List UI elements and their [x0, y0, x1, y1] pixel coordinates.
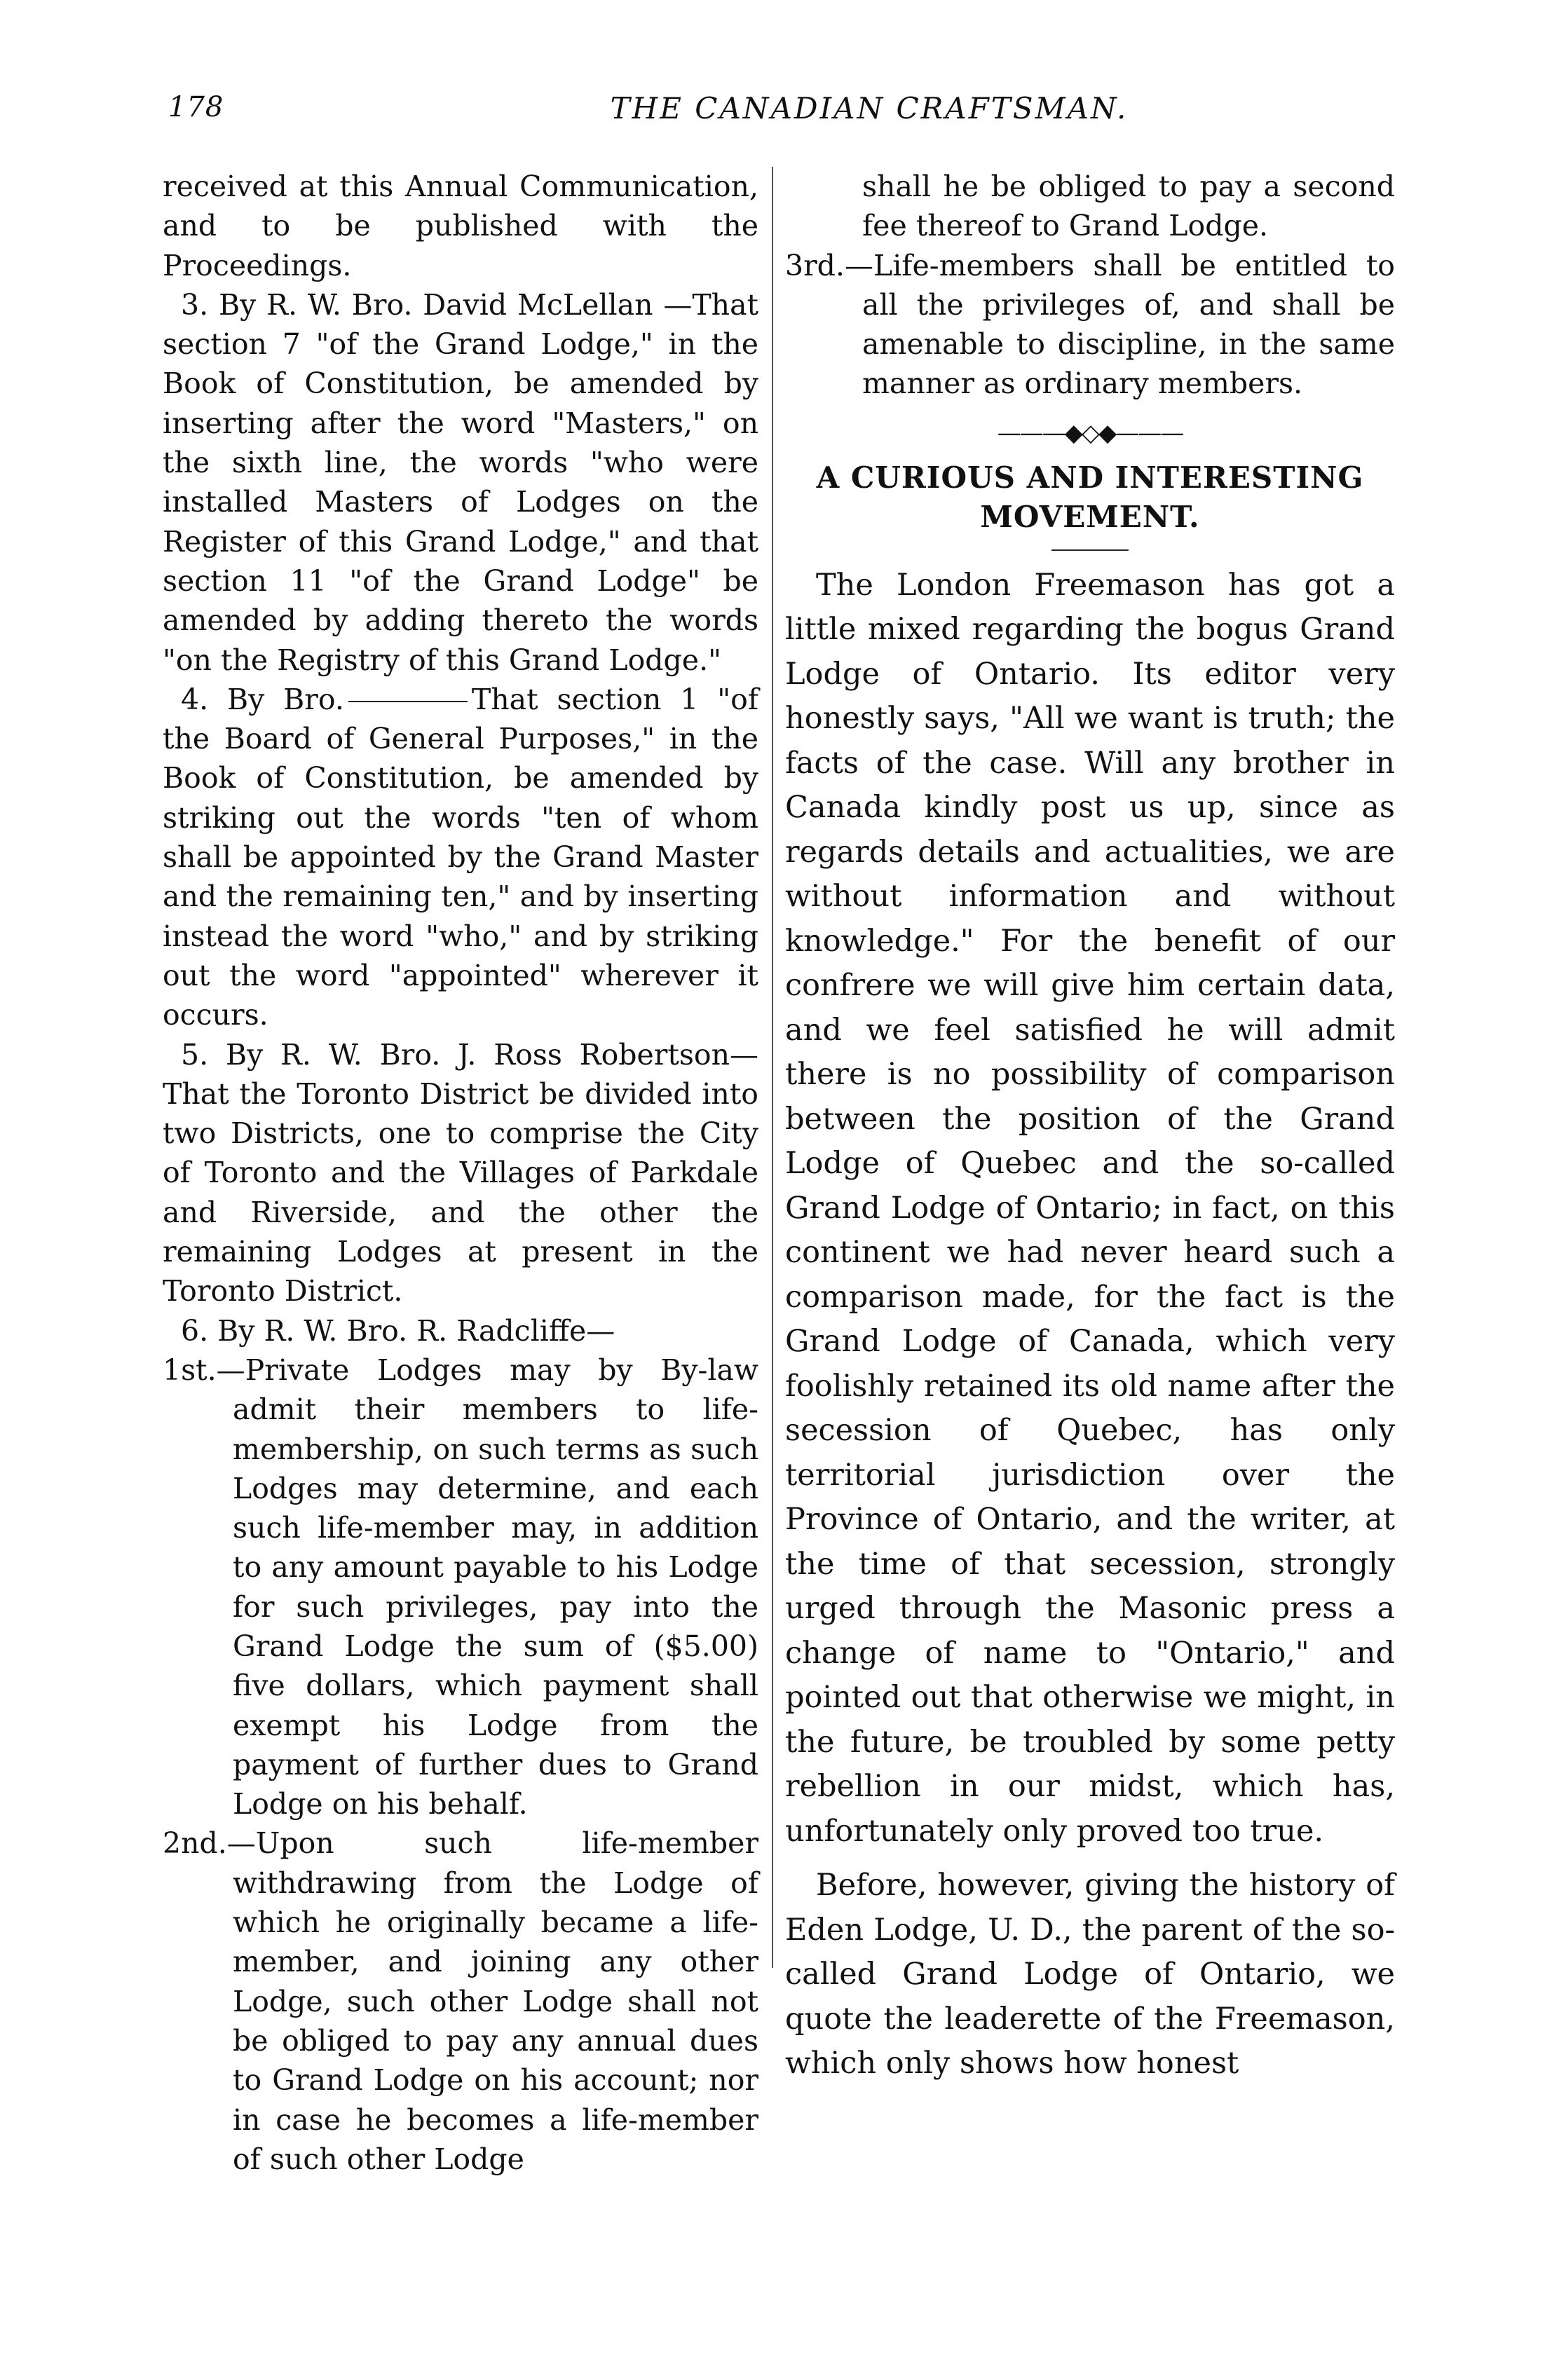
left-column [163, 167, 758, 2179]
intro-paragraph: received at this Annual Communication, and to be published with the Proceedings. [163, 170, 758, 282]
motion-4-text: That section 1 "of the Board of General Purposes," in the Book of Constitution, be amended by striking out the words "ten of whom shall be appointed by the Grand Master and the remaining ten," and by inserting instead the word "who," and by striking out the word "appointed" wherever it occurs. [163, 682, 758, 1032]
column-divider [772, 167, 773, 1968]
running-title: THE CANADIAN CRAFTSMAN. [610, 91, 1129, 125]
clause-first: 1st.—Private Lodges may by By-law admit their members to life-membership, on such terms as such Lodges may determine, and each such life-member may, in addition to any amount payable to his Lodge for such privileges, pay into the Grand Lodge the sum of ($5.00) five dollars, which payment shall exempt his Lodge from the payment of further dues to Grand Lodge on his behalf. [163, 1353, 758, 1821]
article-paragraph: Before, however, giving the history of Eden Lodge, U. D., the parent of the so-called Grand Lodge of Ontario, we quote the leaderette of the Freemason, which only shows how honest [785, 1868, 1395, 2081]
article-heading: A CURIOUS AND INTERESTING MOVEMENT. [816, 460, 1364, 534]
heading-rule [1051, 549, 1129, 551]
clause-third: 3rd.—Life-members shall be entitled to all the privileges of, and shall be amenable to discipline, in the same manner as ordinary members. [785, 248, 1395, 401]
page-header [168, 91, 1402, 140]
motion-6: 6. By R. W. Bro. R. Radcliffe— [181, 1313, 615, 1348]
motion-5: 5. By R. W. Bro. J. Ross Robertson—That the Toronto District be divided into two Districts, one to comprise the City of Toronto and the Villages of Parkdale and Riverside, and the other the remaining Lodges at present in the Toronto District. [163, 1037, 758, 1308]
motion-3: 3. By R. W. Bro. David McLellan —That section 7 "of the Grand Lodge," in the Book of Constitution, be amended by inserting after the word "Masters," on the sixth line, the words "who were installed Masters of Lodges on the Register of this Grand Lodge," and that section 11 "of the Grand Lodge" be amended by adding thereto the words "on the Registry of this Grand Lodge." [163, 287, 758, 677]
motion-4 [163, 680, 758, 1035]
right-column [785, 167, 1395, 2086]
article-paragraph: The London Freemason has got a little mixed regarding the bogus Grand Lodge of Ontario. Its editor very honestly says, "All we want is truth; the facts of the case. Will any brother in Canada kindly post us up, since as regards details and actualities, we are without information and without knowledge." For the benefit of our confrere we will give him certain data, and we feel satisfied he will admit there is no possibility of comparison between the position of the Grand Lodge of Quebec and the so-called Grand Lodge of Ontario; in fact, on this continent we had never heard such a comparison made, for the fact is the Grand Lodge of Canada, which very foolishly retained its old name after the secession of Quebec, has only territorial jurisdiction over the Province of Ontario, and the writer, at the time of that secession, strongly urged through the Masonic press a change of name to "Ontario," and pointed out that otherwise we might, in the future, be troubled by some petty rebellion in our midst, which has, unfortunately only proved too true. [785, 567, 1395, 1849]
article-body [785, 563, 1395, 2086]
blank-name-line [348, 701, 468, 702]
page-number: 178 [168, 91, 224, 123]
section-ornament: ———◆◇◆——— [997, 418, 1183, 447]
clause-second: 2nd.—Upon such life-member withdrawing from the Lodge of which he originally became a life-member, and joining any other Lodge, such other Lodge shall not be obliged to pay any annual dues to Grand Lodge on his account; nor in case he becomes a life-member of such other Lodge [163, 1826, 758, 2176]
motion-4-prefix: 4. By Bro. [181, 682, 344, 716]
clause-continuation: shall he be obliged to pay a second fee thereof to Grand Lodge. [862, 170, 1395, 243]
